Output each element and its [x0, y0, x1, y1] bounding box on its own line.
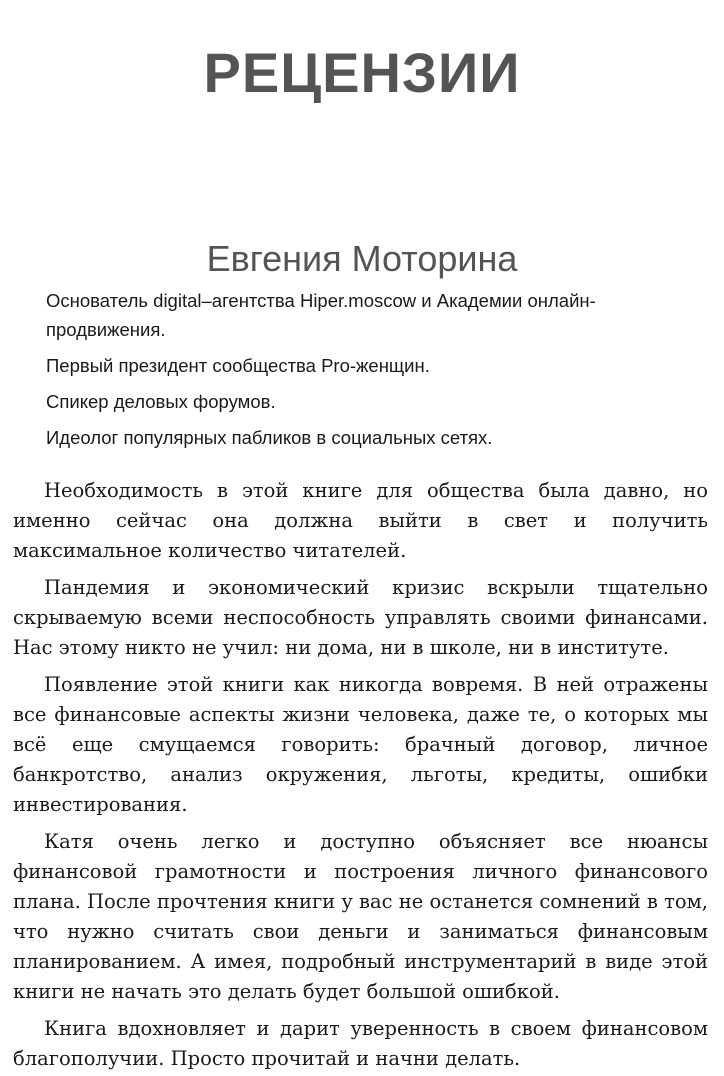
credential-line: Идеолог популярных пабликов в социальных сетях. [46, 427, 493, 448]
review-text [13, 476, 708, 1074]
review-paragraph: Появление этой книги как никогда вовремя. В ней отражены все финансовые аспекты жизни человека, даже те, о которых мы всё еще смущаемся говорить: брачный договор, личное банкротство, анализ окружения, льготы, кредиты, ошибки инвестирования. [13, 673, 708, 816]
review-paragraph: Необходимость в этой книге для общества была давно, но именно сейчас она должна выйти в свет и получить максимальное количество читателей. [13, 479, 708, 562]
author-credentials [46, 286, 686, 459]
credential-line: Основатель digital–агентства Hiper.moscow и Академии онлайн-продвижения. [46, 290, 596, 340]
credential-line: Первый президент сообщества Pro-женщин. [46, 355, 430, 376]
review-paragraph: Пандемия и экономический кризис вскрыли тщательно скрываемую всеми неспособность управлять своими финансами. Нас этому никто не учил: ни дома, ни в школе, ни в институте. [13, 576, 708, 659]
page-title: РЕЦЕНЗИИ [203, 40, 521, 104]
review-paragraph: Книга вдохновляет и дарит уверенность в своем финансовом благополучии. Просто прочитай и начни делать. [13, 1017, 708, 1070]
author-name: Евгения Моторина [206, 237, 518, 279]
review-paragraph: Катя очень легко и доступно объясняет все нюансы финансовой грамотности и построения личного финансового плана. После прочтения книги у вас не останется сомнений в том, что нужно считать свои деньги и заниматься финансовым планированием. А имея, подробный инструментарий в виде этой книги не начать это делать будет большой ошибкой. [13, 830, 708, 1003]
credential-line: Спикер деловых форумов. [46, 391, 276, 412]
